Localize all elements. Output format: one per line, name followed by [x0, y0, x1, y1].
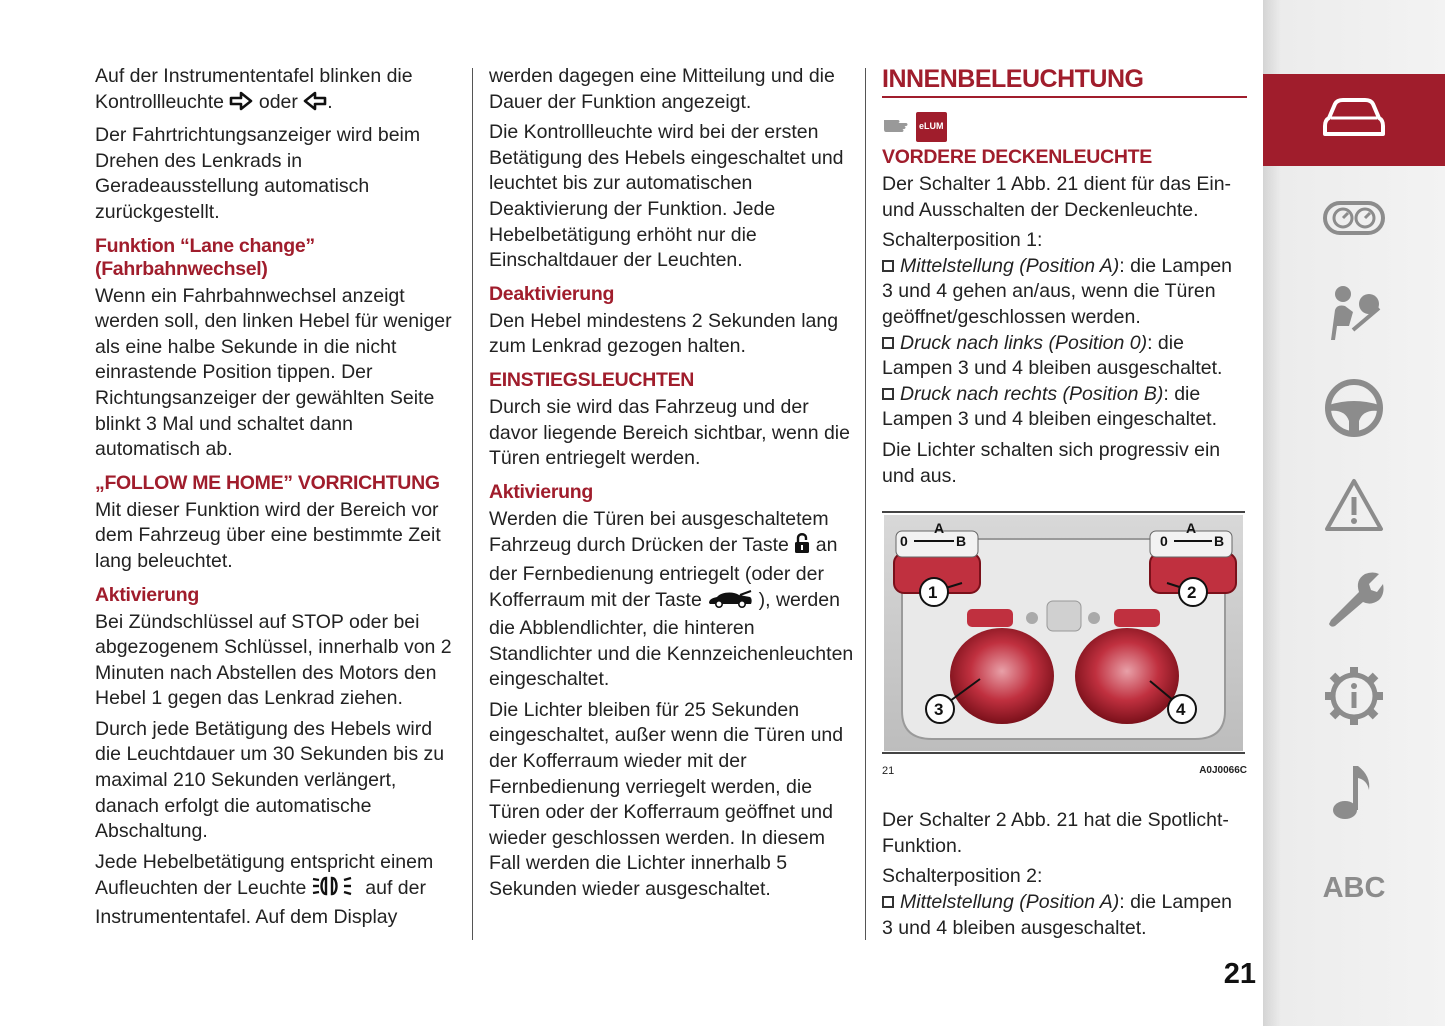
bullet-item: Mittelstellung (Position A): die Lampen 3 und 4 gehen an/aus, wenn die Türen geöffnet/geschlossen werden. [882, 254, 1233, 328]
bullet-box-icon [882, 260, 894, 272]
gear-info-icon [1323, 665, 1385, 732]
column-2 [489, 64, 855, 908]
label-0-left: 0 [900, 533, 908, 550]
sidebar-item-index[interactable] [1263, 862, 1445, 914]
music-note-icon [1323, 762, 1385, 827]
car-icon [1323, 96, 1385, 145]
page-number: 21 [1223, 958, 1256, 990]
paragraph: Die Lichter schalten sich progressiv ein und aus. [882, 438, 1221, 487]
dashboard-gauges-icon [1323, 199, 1385, 242]
sidebar-item-maintenance[interactable] [1263, 568, 1445, 634]
warning-triangle-icon [1323, 477, 1385, 538]
hand-pointer-icon [882, 114, 916, 142]
paragraph: Durch jede Betätigung des Hebels wird die Leuchtdauer um 30 Sekunden bis zu maximal 210 Sekunden verlängert, danach erfolgt die automatische Abschaltung. [95, 717, 445, 843]
bullet-box-icon [882, 388, 894, 400]
heading-activation: Aktivierung [95, 583, 199, 606]
heading-lane-change: Funktion “Lane change” (Fahrbahnwechsel) [95, 234, 315, 280]
elum-indicator [882, 104, 1247, 138]
paragraph: Jede Hebelbetätigung entspricht einem Aufleuchten der Leuchte auf der Instrumententafel. Auf dem Display [95, 850, 434, 929]
paragraph: Durch sie wird das Fahrzeug und der davor liegende Bereich sichtbar, wenn die Türen entriegelt werden. [489, 395, 850, 470]
sidebar-item-vehicle[interactable] [1263, 74, 1445, 166]
bullet-box-icon [882, 337, 894, 349]
paragraph: werden dagegen eine Mitteilung und die Dauer der Funktion angezeigt. [489, 65, 835, 113]
bullet-item: Druck nach rechts (Position B): die Lampen 3 und 4 bleiben eingeschaltet. [882, 382, 1218, 431]
sidebar-item-technical-data[interactable] [1263, 666, 1445, 730]
callout-2: 2 [1187, 583, 1197, 603]
steering-wheel-icon [1323, 377, 1385, 444]
elum-badge: eLUM [916, 112, 947, 142]
column-divider [472, 68, 473, 940]
callout-1: 1 [928, 583, 938, 603]
bullet-box-icon [882, 896, 894, 908]
ceiling-light-figure [882, 511, 1245, 754]
paragraph: Bei Zündschlüssel auf STOP oder bei abgezogenem Schlüssel, innerhalb von 2 Minuten nach Abstellen des Motors den Hebel 1 gegen das Lenkrad ziehen. [95, 610, 452, 710]
turn-left-arrow-icon [303, 91, 327, 119]
paragraph: Mit dieser Funktion wird der Bereich vor dem Fahrzeug über eine bestimmte Zeit lang beleuchtet. [95, 498, 441, 572]
chapter-sidebar [1263, 0, 1445, 1026]
bullet-item: Mittelstellung (Position A): die Lampen 3 und 4 bleiben ausgeschaltet. [882, 890, 1233, 939]
low-beam-light-icon [312, 875, 360, 905]
heading-deactivation: Deaktivierung [489, 282, 615, 305]
callout-4: 4 [1176, 700, 1186, 720]
paragraph: Auf der Instrumententafel blinken die Kontrollleuchte oder . [95, 64, 463, 118]
paragraph: Wenn ein Fahrbahnwechsel anzeigt werden soll, den linken Hebel für weniger als eine halbe Sekunde in die nicht einrastende Position tippen. Der Richtungsanzeiger der gewählten Seite blinkt 3 Mal und schaltet dann automatisch ab. [95, 284, 452, 461]
label-b-right: B [1214, 533, 1225, 550]
unlock-padlock-icon [794, 532, 810, 562]
label-a-right: A [1186, 520, 1197, 537]
trunk-open-car-icon [707, 589, 753, 617]
figure-number: 21 [882, 765, 895, 778]
paragraph: Der Schalter 1 Abb. 21 dient für das Ein- und Ausschalten der Deckenleuchte. [882, 173, 1232, 221]
paragraph: Schalterposition 1: [882, 229, 1043, 252]
sidebar-item-multimedia[interactable] [1263, 762, 1445, 826]
callout-3: 3 [934, 700, 944, 720]
turn-right-arrow-icon [229, 91, 253, 119]
label-0-right: 0 [1160, 533, 1168, 550]
paragraph: Schalterposition 2: [882, 865, 1043, 888]
heading-follow-me-home: „FOLLOW ME HOME” VORRICHTUNG [95, 471, 440, 494]
abc-index-icon: ABC [1322, 871, 1386, 904]
figure-code: A0J0066C [1199, 765, 1247, 777]
sidebar-item-emergency[interactable] [1263, 475, 1445, 539]
heading-front-ceiling-light: VORDERE DECKENLEUCHTE [882, 146, 1152, 168]
wrench-icon [1323, 568, 1385, 635]
sidebar-item-safety[interactable] [1263, 280, 1445, 350]
label-a-left: A [934, 520, 945, 537]
column-1 [95, 64, 463, 936]
column-divider [865, 68, 866, 940]
paragraph: Werden die Türen bei ausgeschaltetem Fahrzeug durch Drücken der Taste an der Fernbedienung entriegelt (oder der Kofferraum mit der Taste ), werden die Abblendlichter, die hinteren Standlichter und die Kennzeichenleuchten eingeschaltet. [489, 507, 854, 691]
sidebar-item-instruments[interactable] [1263, 190, 1445, 250]
paragraph: Die Kontrollleuchte wird bei der ersten Betätigung des Hebels eingeschaltet und leuchtet bis zur automatischen Deaktivierung der Funktion. Jede Hebelbetätigung erhöht nur die Einschaltdauer der Leuchten. [489, 121, 844, 272]
sidebar-item-driving[interactable] [1263, 378, 1445, 442]
figure-caption [882, 764, 1247, 778]
paragraph: Die Lichter bleiben für 25 Sekunden eingeschaltet, außer wenn die Türen und der Kofferraum wieder mit der Fernbedienung verriegelt werden, die Türen oder der Kofferraum geöffnet und wieder geschlossen werden. In diesem Fall werden die Lichter innerhalb 5 Sekunden wieder ausgeschaltet. [489, 698, 844, 901]
column-3 [882, 64, 1247, 946]
paragraph: Der Schalter 2 Abb. 21 hat die Spotlicht-Funktion. [882, 809, 1229, 857]
airbag-passenger-icon [1323, 282, 1385, 349]
paragraph: Den Hebel mindestens 2 Sekunden lang zum Lenkrad gezogen halten. [489, 309, 839, 358]
bullet-item: Druck nach links (Position 0): die Lampen 3 und 4 bleiben ausgeschaltet. [882, 331, 1223, 380]
heading-activation: Aktivierung [489, 480, 593, 503]
section-title: INNENBELEUCHTUNG [882, 64, 1247, 98]
paragraph: Der Fahrtrichtungsanzeiger wird beim Drehen des Lenkrads in Geradeausstellung automatisch zurückgestellt. [95, 124, 421, 223]
label-b-left: B [956, 533, 967, 550]
heading-entry-lights: EINSTIEGSLEUCHTEN [489, 368, 695, 391]
ceiling-light-illustration [882, 511, 1245, 754]
